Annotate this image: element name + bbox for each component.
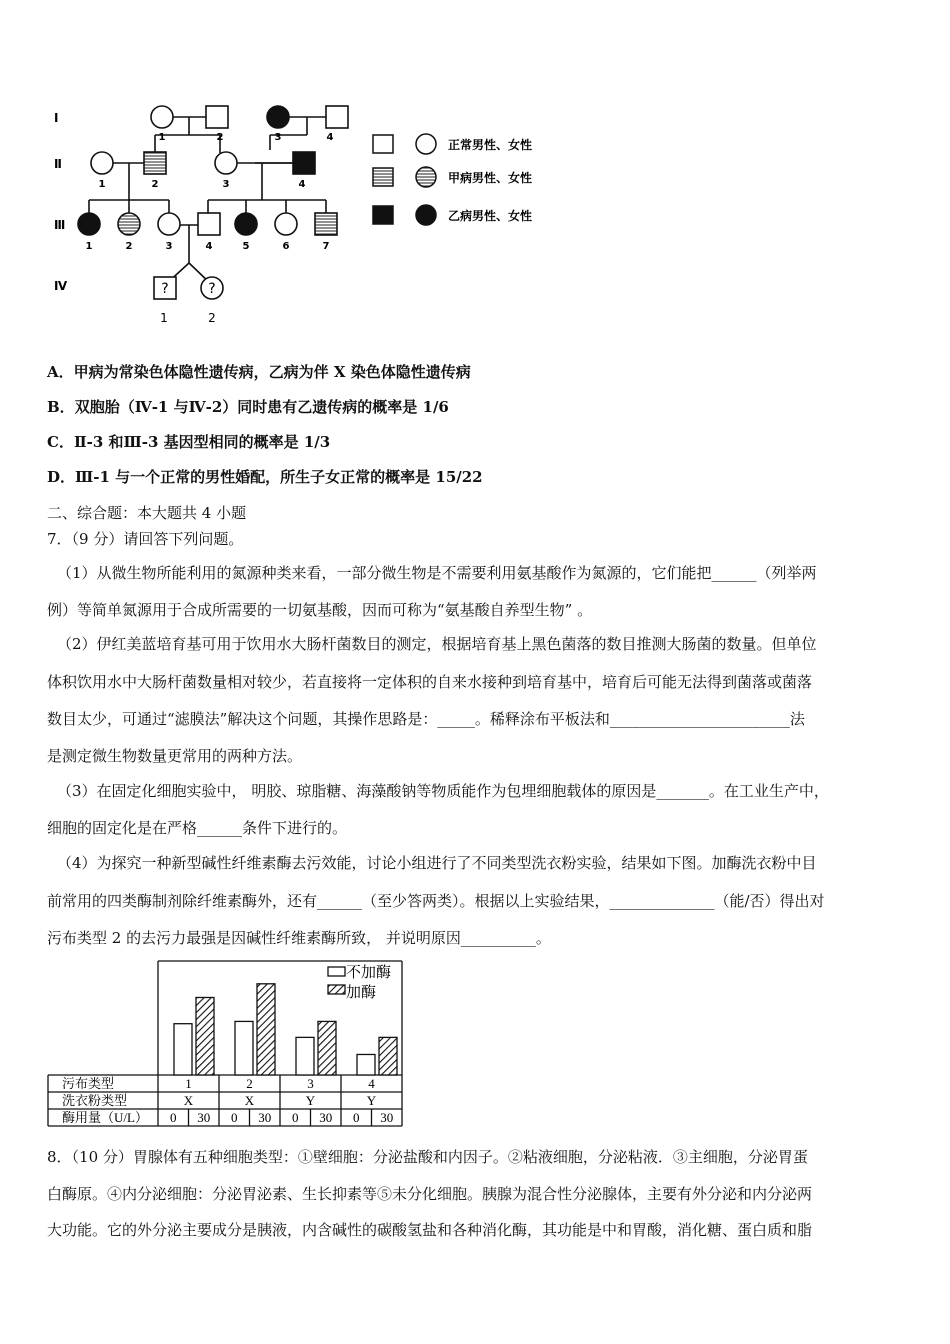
option-text: 甲病为常染色体隐性遗传病，乙病为伴 X 染色体隐性遗传病 (73, 363, 471, 381)
pedigree-legend (373, 134, 532, 225)
pedigree-III-5 (235, 213, 257, 235)
chart-legend (328, 963, 391, 1001)
detergent-type-label: X (183, 1093, 194, 1108)
generation-label: Ⅰ (54, 111, 59, 125)
enzyme-dose-label: 30 (380, 1110, 394, 1125)
category-label: 4 (368, 1076, 375, 1091)
detergent-type-label: Y (366, 1093, 377, 1108)
bar-enzyme (196, 997, 214, 1075)
option-d (47, 467, 483, 487)
individual-number: 4 (298, 179, 306, 190)
legend-label: 正常男性、女性 (448, 138, 533, 152)
legend-disease-b-male-icon (373, 206, 393, 224)
individual-number: 3 (222, 179, 230, 190)
q7-line: 数目太少，可通过“滤膜法”解决这个问题，其操作思路是：_____。稀释涂布平板法和________________________法 (47, 710, 805, 728)
individual-number: 1 (85, 241, 93, 252)
legend-label: 甲病男性、女性 (448, 171, 533, 185)
section-heading: 二、综合题：本大题共 4 小题 (47, 504, 247, 522)
q7-line: 细胞的固定化是在严格______条件下进行的。 (47, 819, 348, 837)
q7-line: 例）等简单氮源用于合成所需要的一切氨基酸，因而可称为“氨基酸自养型生物” 。 (47, 601, 593, 619)
category-label: 1 (185, 1076, 192, 1091)
category-label: 3 (307, 1076, 314, 1091)
enzyme-dose-label: 0 (292, 1110, 299, 1125)
pedigree-III-4 (198, 213, 220, 235)
detergent-type-label: Y (305, 1093, 316, 1108)
pedigree-III-6 (275, 213, 297, 235)
bar-no-enzyme (296, 1037, 314, 1075)
pedigree-I-1 (151, 106, 173, 128)
enzyme-dose-label: 0 (231, 1110, 238, 1125)
generation-label: Ⅲ (54, 218, 66, 232)
pedigree-unknown-mark: ? (208, 281, 216, 297)
option-a (47, 362, 471, 382)
individual-number: 2 (216, 132, 224, 143)
pedigree-III-2 (118, 213, 140, 235)
q8-line: 白酶原。④内分泌细胞：分泌胃泌素、生长抑素等⑤未分化细胞。胰腺为混合性分泌腺体，主要有外分泌和内分泌两 (47, 1185, 813, 1203)
q7-line: （2）伊红美蓝培育基可用于饮用水大肠杆菌数目的测定，根据培育基上黑色菌落的数目推测大肠菌的数量。但单位 (57, 635, 817, 653)
bar-no-enzyme (235, 1021, 253, 1075)
pedigree-II-1 (91, 152, 113, 174)
pedigree-figure (40, 95, 580, 335)
q7-line: 是测定微生物数量更常用的两种方法。 (47, 747, 303, 765)
individual-number: 7 (322, 241, 330, 252)
q8-line: 8．（10 分）胃腺体有五种细胞类型：①壁细胞：分泌盐酸和内因子。②粘液细胞，分泌粘液．③主细胞，分泌胃蛋 (47, 1148, 808, 1166)
pedigree-II-3 (215, 152, 237, 174)
individual-number: 2 (208, 311, 216, 325)
legend-label: 乙病男性、女性 (448, 209, 533, 223)
bar-enzyme (379, 1037, 397, 1075)
q7-line: （4）为探究一种新型碱性纤维素酶去污效能，讨论小组进行了不同类型洗衣粉实验，结果如下图。加酶洗衣粉中目 (57, 854, 817, 872)
option-letter: A． (47, 363, 74, 381)
q7-line: （3）在固定化细胞实验中， 明胶、琼脂糖、海藻酸钠等物质能作为包埋细胞载体的原因是_______。在工业生产中， (57, 782, 829, 800)
table-row-label: 污布类型 (62, 1076, 115, 1091)
option-letter: B． (47, 398, 75, 416)
bar-no-enzyme (174, 1024, 192, 1075)
individual-number: 4 (326, 132, 334, 143)
option-c (47, 432, 330, 452)
bar-enzyme (257, 984, 275, 1075)
bar-enzyme (318, 1021, 336, 1075)
q7-line: 体积饮用水中大肠杆菌数量相对较少，若直接将一定体积的自来水接种到培育基中，培育后可能无法得到菌落或菌落 (47, 673, 813, 691)
enzyme-dose-label: 30 (197, 1110, 211, 1125)
detergent-type-label: X (244, 1093, 255, 1108)
legend-disease-a-male-icon (373, 168, 393, 186)
individual-number: 2 (151, 179, 159, 190)
individual-number: 2 (125, 241, 133, 252)
enzyme-dose-label: 0 (170, 1110, 177, 1125)
pedigree-III-7 (315, 213, 337, 235)
individual-number: 1 (98, 179, 106, 190)
pedigree-III-1 (78, 213, 100, 235)
enzyme-dose-label: 0 (353, 1110, 360, 1125)
table-row-label: 酶用量（U/L） (62, 1110, 148, 1125)
legend-no-enzyme-swatch (328, 967, 345, 976)
option-text: Ⅲ-1 与一个正常的男性婚配，所生子女正常的概率是 15/22 (75, 468, 483, 486)
category-label: 2 (246, 1076, 253, 1091)
generation-label: Ⅱ (54, 157, 62, 171)
q7-line: 污布类型 2 的去污力最强是因碱性纤维素酶所致， 并说明原因__________。 (47, 929, 551, 947)
pedigree-I-3 (267, 106, 289, 128)
legend-label: 加酶 (346, 983, 377, 1001)
pedigree-III-3 (158, 213, 180, 235)
generation-label: Ⅳ (54, 279, 68, 293)
individual-number: 3 (274, 132, 282, 143)
individual-number: 5 (242, 241, 250, 252)
pedigree-II-4 (293, 152, 315, 174)
question-7-title: 7．（9 分）请回答下列问题。 (47, 530, 244, 548)
pedigree-unknown-mark: ? (161, 281, 169, 297)
pedigree-I-2 (206, 106, 228, 128)
enzyme-dose-label: 30 (258, 1110, 272, 1125)
q7-line: （1）从微生物所能利用的氮源种类来看，一部分微生物是不需要利用氨基酸作为氮源的，它们能把______（列举两 (57, 564, 817, 582)
q8-line: 大功能。它的外分泌主要成分是胰液，内含碱性的碳酸氢盐和各种消化酶，其功能是中和胃酸，消化糖、蛋白质和脂 (47, 1221, 813, 1239)
pedigree-I-4 (326, 106, 348, 128)
individual-number: 3 (165, 241, 173, 252)
individual-number: 4 (205, 241, 213, 252)
legend-disease-a-female-icon (416, 167, 436, 187)
table-row-label: 洗衣粉类型 (62, 1093, 128, 1108)
legend-disease-b-female-icon (416, 205, 436, 225)
option-text: Ⅱ-3 和Ⅲ-3 基因型相同的概率是 1/3 (73, 433, 331, 451)
option-text: 双胞胎（Ⅳ-1 与Ⅳ-2）同时患有乙遗传病的概率是 1/6 (74, 398, 449, 416)
pedigree-II-2 (144, 152, 166, 174)
option-letter: C． (47, 433, 74, 451)
individual-number: 1 (158, 132, 166, 143)
legend-normal-male-icon (373, 135, 393, 153)
legend-normal-female-icon (416, 134, 436, 154)
individual-number: 6 (282, 241, 290, 252)
detergent-bar-chart (45, 958, 410, 1133)
enzyme-dose-label: 30 (319, 1110, 333, 1125)
option-b (47, 397, 449, 417)
individual-number: 1 (160, 311, 168, 325)
bar-no-enzyme (357, 1054, 375, 1075)
legend-label: 不加酶 (346, 963, 392, 981)
legend-enzyme-swatch (328, 985, 345, 994)
q7-line: 前常用的四类酶制剂除纤维素酶外，还有______（至少答两类）。根据以上实验结果，______________（能/否）得出对 (47, 892, 825, 910)
option-letter: D． (47, 468, 76, 486)
